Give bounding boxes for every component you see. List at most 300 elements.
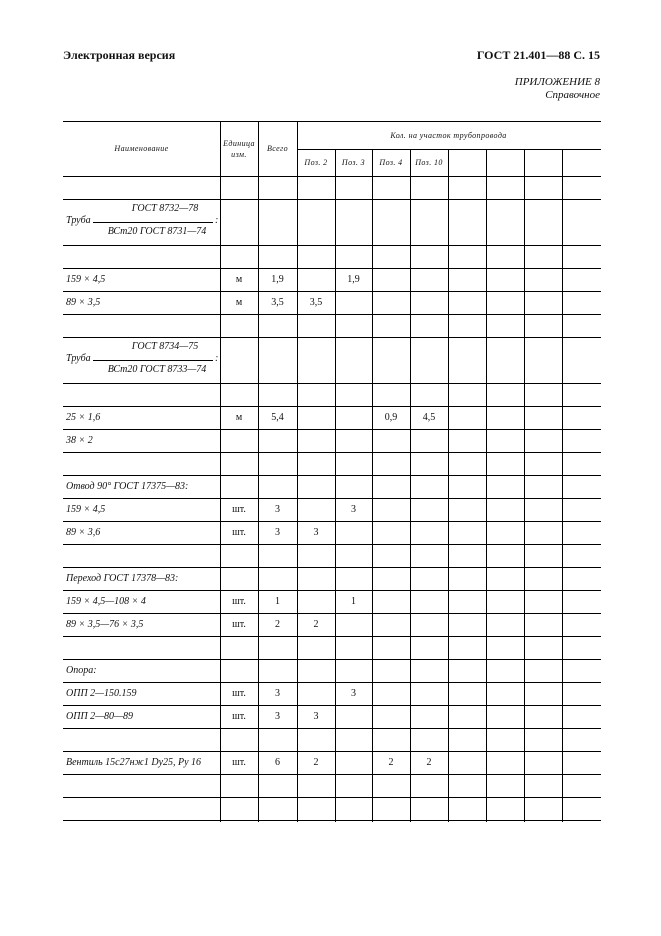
- unit-cell: [220, 452, 258, 475]
- qty-cell: [335, 452, 372, 475]
- unit-cell: шт.: [232, 504, 246, 515]
- qty-cell: [448, 567, 486, 590]
- qty-cell: [562, 544, 600, 567]
- qty-cell: [297, 498, 335, 521]
- qty-cell: [335, 199, 372, 245]
- qty-cell: [524, 682, 562, 705]
- appendix-title: ПРИЛОЖЕНИЕ 8: [514, 76, 600, 88]
- fraction-bar: [93, 222, 213, 223]
- total-cell: [258, 452, 297, 475]
- qty-cell: [562, 452, 600, 475]
- qty-cell: [524, 383, 562, 406]
- qty-cell: [448, 705, 486, 728]
- item-name: [63, 774, 223, 797]
- header-position-6: [486, 149, 524, 176]
- unit-cell: [220, 544, 258, 567]
- qty-cell: [297, 176, 335, 199]
- qty-cell: [524, 268, 562, 291]
- qty-cell: [562, 613, 600, 636]
- qty-cell: [448, 268, 486, 291]
- header-position-8: [562, 149, 600, 176]
- qty-cell: [410, 176, 448, 199]
- row-rule: [63, 820, 601, 821]
- qty-cell: [448, 337, 486, 383]
- total-cell: 1,9: [271, 274, 284, 285]
- qty-cell: [448, 590, 486, 613]
- qty-cell: [410, 774, 448, 797]
- unit-cell: шт.: [232, 711, 246, 722]
- qty-cell: [524, 751, 562, 774]
- qty-cell: [410, 590, 448, 613]
- item-name: Труба: [66, 215, 91, 226]
- table-top-rule: [63, 121, 601, 122]
- qty-cell: [448, 383, 486, 406]
- qty-cell: [297, 475, 335, 498]
- total-cell: 3: [275, 711, 280, 722]
- qty-cell: [448, 498, 486, 521]
- unit-cell: шт.: [232, 596, 246, 607]
- qty-cell: [297, 429, 335, 452]
- fraction-denominator: ВСт20 ГОСТ 8733—74: [107, 364, 207, 375]
- qty-cell: [448, 521, 486, 544]
- qty-cell: [524, 245, 562, 268]
- item-name: Переход ГОСТ 17378—83:: [66, 573, 179, 584]
- unit-cell: шт.: [232, 619, 246, 630]
- qty-cell: [410, 291, 448, 314]
- fraction-denominator: ВСт20 ГОСТ 8731—74: [107, 226, 207, 237]
- qty-cell: [486, 682, 524, 705]
- qty-cell: [524, 636, 562, 659]
- header-position-7: [524, 149, 562, 176]
- total-cell: [258, 314, 297, 337]
- header-unit-line2: изм.: [231, 149, 247, 159]
- qty-cell: [410, 728, 448, 751]
- qty-cell: [410, 797, 448, 820]
- qty-cell: [335, 544, 372, 567]
- qty-cell: [410, 636, 448, 659]
- appendix-subtitle: Справочное: [545, 89, 600, 101]
- qty-cell: [335, 774, 372, 797]
- qty-cell: [410, 199, 448, 245]
- unit-cell: м: [235, 412, 243, 423]
- qty-cell: [372, 268, 410, 291]
- qty-cell: [410, 429, 448, 452]
- qty-cell: [486, 176, 524, 199]
- fraction-name: [63, 199, 220, 245]
- total-cell: 3: [275, 504, 280, 515]
- total-cell: 1: [275, 596, 280, 607]
- qty-cell: 4,5: [422, 412, 436, 423]
- qty-cell: 2: [313, 757, 319, 768]
- unit-cell: м: [235, 274, 243, 285]
- qty-cell: [335, 314, 372, 337]
- qty-cell: [410, 544, 448, 567]
- fraction-numerator: ГОСТ 8734—75: [131, 341, 199, 352]
- qty-cell: [372, 383, 410, 406]
- qty-cell: [524, 452, 562, 475]
- fraction-bar: [93, 360, 213, 361]
- qty-cell: 2: [426, 757, 432, 768]
- qty-cell: [486, 383, 524, 406]
- item-name: 159 × 4,5: [66, 504, 106, 515]
- qty-cell: [486, 705, 524, 728]
- qty-cell: [410, 475, 448, 498]
- header-position-5: [448, 149, 486, 176]
- qty-cell: [372, 452, 410, 475]
- qty-cell: [335, 705, 372, 728]
- total-cell: [258, 429, 297, 452]
- total-cell: 6: [275, 757, 280, 768]
- qty-cell: [372, 636, 410, 659]
- qty-cell: 3: [313, 711, 319, 722]
- total-cell: [258, 567, 297, 590]
- qty-cell: 2: [313, 619, 319, 630]
- unit-cell: [220, 245, 258, 268]
- total-cell: [258, 475, 297, 498]
- qty-cell: [562, 406, 600, 429]
- total-cell: [258, 659, 297, 682]
- header-name: Наименование: [114, 144, 169, 153]
- qty-cell: [486, 245, 524, 268]
- qty-cell: [410, 613, 448, 636]
- unit-cell: [220, 176, 258, 199]
- item-name: [63, 245, 223, 268]
- qty-cell: [562, 199, 600, 245]
- qty-cell: [372, 613, 410, 636]
- qty-cell: [372, 797, 410, 820]
- qty-cell: [524, 659, 562, 682]
- qty-cell: [486, 291, 524, 314]
- qty-cell: [297, 406, 335, 429]
- total-cell: 3,5: [271, 297, 284, 308]
- qty-cell: [486, 314, 524, 337]
- item-name: 159 × 4,5: [66, 274, 106, 285]
- qty-cell: [410, 383, 448, 406]
- qty-cell: [562, 797, 600, 820]
- fraction-name: [63, 337, 220, 383]
- qty-cell: [562, 567, 600, 590]
- qty-cell: 3,5: [309, 297, 323, 308]
- qty-cell: [562, 636, 600, 659]
- qty-cell: [562, 521, 600, 544]
- qty-cell: [410, 452, 448, 475]
- qty-cell: 3: [313, 527, 319, 538]
- item-name: ОПП 2—80—89: [66, 711, 133, 722]
- qty-cell: [297, 774, 335, 797]
- qty-cell: [562, 705, 600, 728]
- item-name: [63, 728, 223, 751]
- qty-cell: [486, 406, 524, 429]
- qty-cell: [335, 176, 372, 199]
- qty-cell: [486, 199, 524, 245]
- qty-cell: [562, 682, 600, 705]
- qty-cell: 3: [351, 688, 356, 699]
- total-cell: 2: [275, 619, 280, 630]
- item-name: [63, 636, 223, 659]
- qty-cell: [448, 544, 486, 567]
- header-unit-line1: Единица: [223, 138, 255, 148]
- qty-cell: [297, 590, 335, 613]
- qty-cell: [297, 728, 335, 751]
- total-cell: [258, 774, 297, 797]
- qty-cell: [335, 245, 372, 268]
- item-name: ОПП 2—150.159: [66, 688, 137, 699]
- total-cell: [258, 383, 297, 406]
- qty-cell: [372, 521, 410, 544]
- qty-cell: [524, 774, 562, 797]
- qty-cell: [486, 590, 524, 613]
- item-name: Опора:: [66, 665, 97, 676]
- qty-cell: [372, 429, 410, 452]
- qty-cell: [335, 337, 372, 383]
- qty-cell: [562, 176, 600, 199]
- item-name: 89 × 3,5: [66, 297, 101, 308]
- qty-cell: [448, 797, 486, 820]
- qty-cell: [486, 797, 524, 820]
- qty-cell: [448, 613, 486, 636]
- qty-cell: [297, 268, 335, 291]
- item-name: 89 × 3,5—76 × 3,5: [66, 619, 144, 630]
- qty-cell: [524, 521, 562, 544]
- qty-cell: [524, 498, 562, 521]
- qty-cell: [562, 429, 600, 452]
- qty-cell: [486, 636, 524, 659]
- item-name: Отвод 90° ГОСТ 17375—83:: [66, 481, 189, 492]
- unit-cell: [220, 429, 258, 452]
- header-position-3: Поз. 4: [379, 158, 403, 167]
- total-cell: [258, 199, 297, 245]
- qty-cell: [335, 797, 372, 820]
- unit-cell: [220, 475, 258, 498]
- qty-cell: [486, 521, 524, 544]
- qty-cell: [486, 774, 524, 797]
- qty-cell: [524, 475, 562, 498]
- qty-cell: [335, 751, 372, 774]
- qty-cell: [524, 728, 562, 751]
- qty-cell: [524, 590, 562, 613]
- unit-cell: шт.: [232, 688, 246, 699]
- qty-cell: [562, 291, 600, 314]
- total-cell: [258, 797, 297, 820]
- qty-cell: [486, 337, 524, 383]
- qty-cell: 3: [351, 504, 356, 515]
- qty-cell: [448, 452, 486, 475]
- qty-cell: [410, 567, 448, 590]
- qty-cell: 2: [388, 757, 394, 768]
- qty-cell: [372, 176, 410, 199]
- unit-cell: [220, 337, 258, 383]
- qty-cell: [372, 314, 410, 337]
- qty-cell: [410, 682, 448, 705]
- qty-cell: [372, 291, 410, 314]
- item-name: [63, 797, 223, 820]
- total-cell: [258, 245, 297, 268]
- qty-cell: [448, 774, 486, 797]
- unit-cell: шт.: [232, 527, 246, 538]
- total-cell: 3: [275, 527, 280, 538]
- unit-cell: м: [235, 297, 243, 308]
- unit-cell: [220, 314, 258, 337]
- item-name: [63, 314, 223, 337]
- qty-cell: [562, 383, 600, 406]
- qty-cell: [448, 636, 486, 659]
- qty-cell: [372, 544, 410, 567]
- qty-cell: [562, 751, 600, 774]
- qty-cell: [524, 337, 562, 383]
- qty-cell: [372, 682, 410, 705]
- qty-cell: [448, 659, 486, 682]
- qty-cell: [335, 659, 372, 682]
- qty-cell: [486, 544, 524, 567]
- qty-cell: [448, 291, 486, 314]
- fraction-suffix: :: [215, 353, 219, 364]
- qty-cell: [410, 337, 448, 383]
- qty-cell: [335, 383, 372, 406]
- qty-cell: [410, 268, 448, 291]
- qty-cell: [486, 475, 524, 498]
- qty-cell: [335, 429, 372, 452]
- qty-cell: [372, 475, 410, 498]
- qty-cell: [372, 590, 410, 613]
- item-name: 25 × 1,6: [66, 412, 101, 423]
- qty-cell: [372, 567, 410, 590]
- qty-cell: [448, 406, 486, 429]
- qty-cell: [410, 659, 448, 682]
- qty-cell: [297, 383, 335, 406]
- qty-cell: [372, 659, 410, 682]
- qty-cell: [524, 406, 562, 429]
- qty-cell: [562, 774, 600, 797]
- qty-cell: [297, 544, 335, 567]
- item-name: 89 × 3,6: [66, 527, 101, 538]
- qty-cell: [524, 567, 562, 590]
- qty-cell: [448, 475, 486, 498]
- qty-cell: [335, 728, 372, 751]
- fraction-numerator: ГОСТ 8732—78: [131, 203, 199, 214]
- qty-cell: [372, 728, 410, 751]
- qty-cell: [335, 291, 372, 314]
- qty-cell: [410, 498, 448, 521]
- qty-cell: [562, 268, 600, 291]
- unit-cell: [220, 774, 258, 797]
- qty-cell: [448, 314, 486, 337]
- total-cell: [258, 636, 297, 659]
- unit-cell: [220, 728, 258, 751]
- qty-cell: [297, 452, 335, 475]
- qty-cell: 0,9: [384, 412, 398, 423]
- qty-cell: [297, 797, 335, 820]
- qty-cell: [486, 659, 524, 682]
- qty-cell: [524, 544, 562, 567]
- item-name: [63, 544, 223, 567]
- qty-cell: [372, 199, 410, 245]
- qty-cell: [524, 176, 562, 199]
- qty-cell: [562, 590, 600, 613]
- qty-cell: [297, 314, 335, 337]
- qty-cell: 1,9: [347, 274, 360, 285]
- qty-cell: [448, 429, 486, 452]
- qty-cell: [297, 636, 335, 659]
- qty-cell: [562, 245, 600, 268]
- item-name: [63, 176, 223, 199]
- item-name: [63, 383, 223, 406]
- qty-cell: [410, 245, 448, 268]
- qty-cell: [562, 659, 600, 682]
- qty-cell: [372, 705, 410, 728]
- unit-cell: [220, 383, 258, 406]
- qty-cell: [335, 521, 372, 544]
- unit-cell: [220, 567, 258, 590]
- qty-cell: [410, 521, 448, 544]
- qty-cell: [297, 199, 335, 245]
- header-position-4: Поз. 10: [415, 158, 443, 167]
- qty-cell: [335, 475, 372, 498]
- qty-cell: [335, 636, 372, 659]
- qty-cell: [372, 498, 410, 521]
- page-header-left: Электронная версия: [63, 48, 176, 62]
- item-name: Труба: [66, 353, 91, 364]
- qty-cell: [448, 245, 486, 268]
- qty-cell: [486, 751, 524, 774]
- qty-cell: [448, 199, 486, 245]
- qty-cell: [297, 337, 335, 383]
- item-name: 159 × 4,5—108 × 4: [66, 596, 146, 607]
- item-name: [63, 452, 223, 475]
- qty-cell: [372, 337, 410, 383]
- qty-cell: [297, 659, 335, 682]
- qty-cell: [335, 613, 372, 636]
- total-cell: [258, 728, 297, 751]
- fraction-suffix: :: [215, 215, 219, 226]
- qty-cell: [562, 728, 600, 751]
- qty-cell: [410, 314, 448, 337]
- qty-cell: [372, 245, 410, 268]
- header-position-1: Поз. 2: [304, 158, 328, 167]
- page-header-right: ГОСТ 21.401—88 С. 15: [476, 48, 600, 62]
- qty-cell: [486, 268, 524, 291]
- qty-cell: [410, 705, 448, 728]
- qty-cell: [297, 682, 335, 705]
- qty-cell: [524, 613, 562, 636]
- qty-cell: [486, 452, 524, 475]
- qty-cell: [448, 176, 486, 199]
- qty-cell: [486, 429, 524, 452]
- total-cell: 3: [275, 688, 280, 699]
- qty-cell: [524, 797, 562, 820]
- total-cell: [258, 544, 297, 567]
- total-cell: [258, 176, 297, 199]
- qty-cell: [486, 567, 524, 590]
- header-position-2: Поз. 3: [341, 158, 366, 167]
- qty-cell: [524, 705, 562, 728]
- qty-cell: [562, 498, 600, 521]
- qty-cell: [448, 728, 486, 751]
- unit-cell: шт.: [232, 757, 246, 768]
- qty-cell: [562, 475, 600, 498]
- item-name: Вентиль 15с27нж1 Dу25, Pу 16: [66, 757, 202, 768]
- header-total: Всего: [266, 144, 288, 153]
- qty-cell: [448, 682, 486, 705]
- unit-cell: [220, 199, 258, 245]
- qty-cell: [524, 314, 562, 337]
- total-cell: [258, 337, 297, 383]
- qty-cell: [562, 337, 600, 383]
- qty-cell: [448, 751, 486, 774]
- qty-cell: [486, 498, 524, 521]
- qty-cell: [297, 245, 335, 268]
- unit-cell: [220, 659, 258, 682]
- unit-cell: [220, 636, 258, 659]
